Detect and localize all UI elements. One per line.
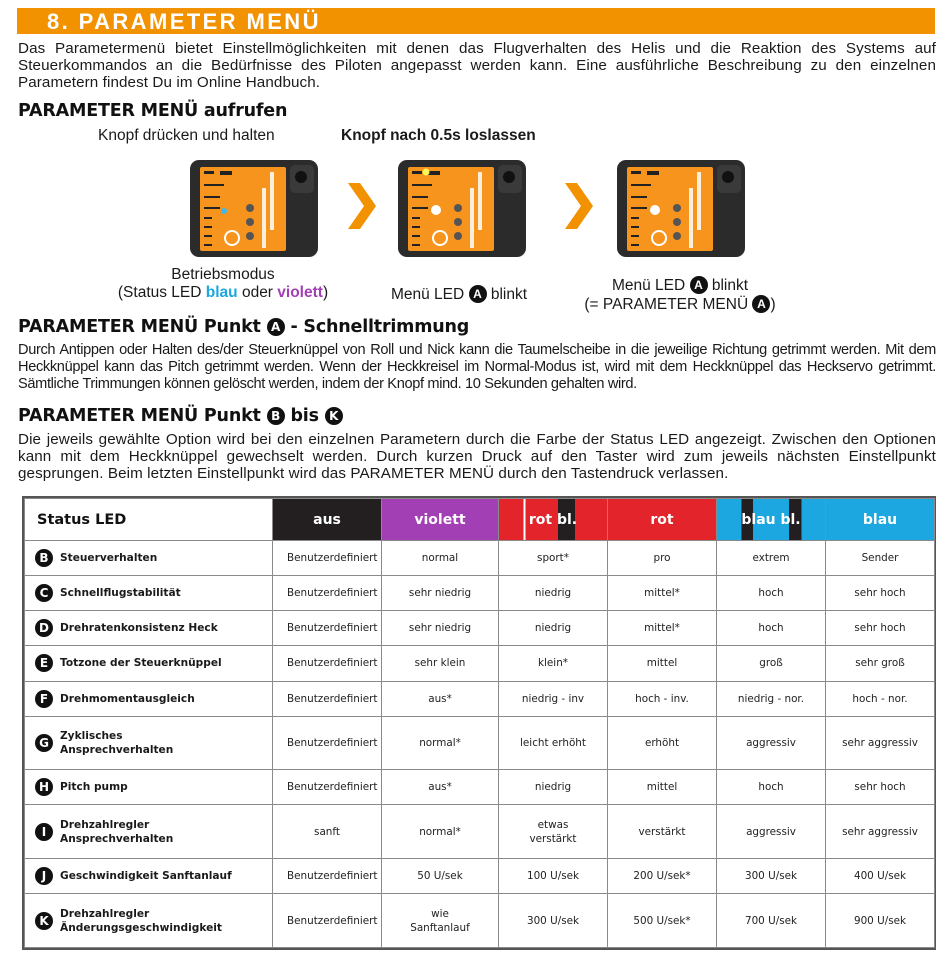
letter-a-icon: A: [752, 295, 770, 313]
table-cell: [826, 716, 935, 770]
parameter-name: Steuerverhalten: [60, 552, 158, 565]
cell-value: Sender: [861, 552, 899, 565]
cell-value: Benutzerdefiniert: [287, 781, 378, 794]
parameter-name-cell: [25, 576, 273, 611]
table-cell: [499, 805, 608, 859]
cell-value: sehr hoch: [854, 781, 906, 794]
parameter-name-cell: [25, 770, 273, 805]
letter-k-icon: K: [35, 912, 53, 930]
banner-title: 8. PARAMETER MENÜ: [47, 9, 321, 34]
table-cell: [499, 541, 608, 576]
header-status-led: Status LED: [25, 499, 273, 541]
caption-parameter-menu-a: Menü LED A blinkt (= PARAMETER MENÜ A ): [584, 277, 776, 313]
arrow-right-icon: [348, 183, 376, 229]
letter-a-icon: A: [267, 318, 285, 336]
cell-value: Benutzerdefiniert: [287, 552, 378, 565]
letter-a-icon: A: [469, 285, 487, 303]
cell-value: wie Sanftanlauf: [410, 907, 470, 934]
table-cell: [499, 716, 608, 770]
cell-value: sehr niedrig: [408, 622, 472, 635]
table-cell: [382, 681, 499, 716]
table-cell: [273, 894, 382, 948]
cell-value: niedrig: [534, 781, 572, 794]
cell-value: sehr hoch: [854, 622, 906, 635]
letter-b-icon: B: [267, 407, 285, 425]
table-cell: [717, 541, 826, 576]
table-cell: [608, 646, 717, 681]
table-cell: [499, 770, 608, 805]
cell-value: aus*: [428, 692, 452, 705]
header-blau: blau: [826, 499, 935, 541]
letter-a-icon: A: [690, 276, 708, 294]
cell-value: mittel: [646, 781, 678, 794]
table-cell: [717, 646, 826, 681]
table-row: [25, 894, 935, 948]
cell-value: 50 U/sek: [417, 870, 463, 883]
parameter-name: Drehzahlregler Ansprechverhalten: [60, 818, 174, 845]
microbeast-device-image: [190, 160, 318, 257]
table-row: [25, 611, 935, 646]
cell-value: hoch - nor.: [852, 692, 908, 705]
caption-menu-led-blinks: Menü LED A blinkt: [390, 286, 528, 303]
caption-operating-mode-detail: (Status LED blau oder violett): [117, 284, 329, 301]
cell-value: hoch - inv.: [635, 692, 689, 705]
table-cell: [608, 716, 717, 770]
cell-value: niedrig: [534, 587, 572, 600]
cell-value: 900 U/sek: [853, 914, 907, 927]
parameter-name: Pitch pump: [60, 781, 128, 794]
cell-value: sehr niedrig: [408, 587, 472, 600]
table-cell: [273, 716, 382, 770]
table-cell: [273, 576, 382, 611]
parameter-name: Zyklisches Ansprechverhalten: [60, 730, 174, 757]
cell-value: 200 U/sek*: [633, 870, 691, 883]
table-cell: [273, 859, 382, 894]
table-cell: [382, 646, 499, 681]
table-cell: [717, 805, 826, 859]
cell-value: hoch: [758, 587, 784, 600]
cell-value: aus*: [428, 781, 452, 794]
table-cell: [273, 681, 382, 716]
table-cell: [826, 770, 935, 805]
caption-operating-mode-title: Betriebsmodus: [171, 266, 275, 283]
cell-value: extrem: [752, 552, 790, 565]
cell-value: 100 U/sek: [526, 870, 580, 883]
table-cell: [826, 646, 935, 681]
cell-value: aggressiv: [746, 737, 796, 750]
cell-value: 300 U/sek: [744, 870, 798, 883]
table-cell: [608, 576, 717, 611]
header-rot: rot: [608, 499, 717, 541]
table-cell: [826, 859, 935, 894]
table-cell: [717, 859, 826, 894]
cell-value: 500 U/sek*: [633, 914, 691, 927]
parameter-name-cell: [25, 859, 273, 894]
table-cell: [717, 770, 826, 805]
table-cell: [826, 611, 935, 646]
table-cell: [608, 611, 717, 646]
letter-d-icon: D: [35, 619, 53, 637]
parameter-name: Drehmomentausgleich: [60, 692, 195, 705]
table-cell: [717, 611, 826, 646]
cell-value: klein*: [538, 657, 568, 670]
cell-value: etwas verstärkt: [529, 818, 577, 845]
cell-value: normal*: [419, 825, 461, 838]
cell-value: hoch: [758, 622, 784, 635]
cell-value: normal*: [419, 737, 461, 750]
cell-value: Benutzerdefiniert: [287, 622, 378, 635]
cell-value: sehr aggressiv: [842, 825, 918, 838]
table-cell: [608, 859, 717, 894]
table-row: [25, 646, 935, 681]
table-cell: [382, 859, 499, 894]
cell-value: Benutzerdefiniert: [287, 914, 378, 927]
section-banner: [17, 8, 935, 34]
cell-value: sanft: [314, 825, 340, 838]
table-cell: [608, 770, 717, 805]
label-press-hold: Knopf drücken und halten: [98, 127, 275, 144]
table-row: [25, 716, 935, 770]
table-cell: [499, 681, 608, 716]
parameter-name: Drehratenkonsistenz Heck: [60, 622, 218, 635]
table-cell: [382, 576, 499, 611]
table-cell: [382, 894, 499, 948]
b-bis-k-paragraph: Die jeweils gewählte Option wird bei den einzelnen Parametern durch die Farbe der Status LED angezeigt. Zwischen den Optionen kann mit dem Heckknüppel gewechselt werden. Durch kurzen Druck auf den Taster wird zum jeweils nächsten Einstellpunkt gesprungen. Beim letzten Einstellpunkt wird das PARAMETER MENÜ durch den Tastendruck verlassen.: [18, 431, 936, 482]
table-cell: [382, 541, 499, 576]
letter-j-icon: J: [35, 867, 53, 885]
cell-value: mittel*: [644, 622, 680, 635]
letter-k-icon: K: [325, 407, 343, 425]
cell-value: Benutzerdefiniert: [287, 657, 378, 670]
letter-i-icon: I: [35, 823, 53, 841]
parameter-name: Geschwindigkeit Sanftanlauf: [60, 870, 232, 883]
cell-value: pro: [653, 552, 671, 565]
parameter-name-cell: [25, 541, 273, 576]
table-cell: [273, 770, 382, 805]
header-violett: violett: [382, 499, 499, 541]
table-cell: [382, 611, 499, 646]
microbeast-device-image: [398, 160, 526, 257]
header-blau-blinkend: blau bl.: [717, 499, 826, 541]
label-release: Knopf nach 0.5s loslassen: [341, 127, 536, 144]
table-cell: [608, 894, 717, 948]
parameter-table: [22, 496, 936, 950]
table-cell: [826, 805, 935, 859]
table-cell: [273, 805, 382, 859]
table-cell: [499, 576, 608, 611]
cell-value: niedrig: [534, 622, 572, 635]
cell-value: Benutzerdefiniert: [287, 587, 378, 600]
intro-paragraph: Das Parametermenü bietet Einstellmöglichkeiten mit denen das Flugverhalten des Helis und die Reaktion des Systems auf Steuerkommandos an die Bedürfnisse des Piloten angepasst werden kann. Eine ausführliche Beschreibung zu den einzelnen Parametern findest Du im Online Handbuch.: [18, 40, 936, 91]
table-cell: [499, 646, 608, 681]
parameter-name-cell: [25, 646, 273, 681]
cell-value: niedrig - nor.: [737, 692, 805, 705]
parameter-name-cell: [25, 611, 273, 646]
cell-value: sehr klein: [414, 657, 466, 670]
cell-value: mittel*: [644, 587, 680, 600]
letter-g-icon: G: [35, 734, 53, 752]
table-cell: [717, 716, 826, 770]
table-cell: [499, 894, 608, 948]
letter-b-icon: B: [35, 549, 53, 567]
letter-c-icon: C: [35, 584, 53, 602]
parameter-name: Drehzahlregler Änderungsgeschwindigkeit: [60, 907, 222, 934]
table-cell: [382, 770, 499, 805]
table-row: [25, 859, 935, 894]
cell-value: aggressiv: [746, 825, 796, 838]
cell-value: groß: [759, 657, 783, 670]
table-cell: [608, 541, 717, 576]
table-cell: [826, 681, 935, 716]
caption-operating-mode: [103, 266, 343, 302]
table-header-row: [25, 499, 935, 541]
table-cell: [382, 716, 499, 770]
table-cell: [273, 611, 382, 646]
cell-value: sehr hoch: [854, 587, 906, 600]
table-cell: [717, 681, 826, 716]
cell-value: 300 U/sek: [526, 914, 580, 927]
table-cell: [608, 805, 717, 859]
arrow-right-icon: [565, 183, 593, 229]
cell-value: Benutzerdefiniert: [287, 737, 378, 750]
cell-value: niedrig - inv: [521, 692, 585, 705]
cell-value: sport*: [537, 552, 569, 565]
header-aus: aus: [273, 499, 382, 541]
cell-value: erhöht: [644, 737, 680, 750]
cell-value: hoch: [758, 781, 784, 794]
letter-e-icon: E: [35, 654, 53, 672]
cell-value: 400 U/sek: [853, 870, 907, 883]
table-cell: [499, 611, 608, 646]
section-heading-aufrufen: PARAMETER MENÜ aufrufen: [18, 101, 288, 121]
parameter-name-cell: [25, 894, 273, 948]
table-row: [25, 681, 935, 716]
section-heading-b-bis-k: PARAMETER MENÜ Punkt B bis K: [18, 406, 343, 426]
schnelltrimmung-paragraph: Durch Antippen oder Halten des/der Steuerknüppel von Roll und Nick kann die Taumelscheibe in die jeweilige Richtung getrimmt werden. Mit dem Heckknüppel kann das Pitch getrimmt werden. Wenn der Heckkreisel im Normal-Modus ist, wird mit dem Heckknüppel das Heckservo getrimmt. Sämtliche Trimmungen können gelöscht werden, indem der Knopf mind. 10 Sekunden gehalten wird.: [18, 342, 936, 392]
letter-f-icon: F: [35, 690, 53, 708]
parameter-name: Totzone der Steuerknüppel: [60, 657, 222, 670]
microbeast-device-image: [617, 160, 745, 257]
table-cell: [273, 646, 382, 681]
parameter-name-cell: [25, 681, 273, 716]
letter-h-icon: H: [35, 778, 53, 796]
table-cell: [717, 576, 826, 611]
table-cell: [826, 894, 935, 948]
cell-value: sehr aggressiv: [842, 737, 918, 750]
table-row: [25, 770, 935, 805]
cell-value: sehr groß: [855, 657, 905, 670]
table-cell: [608, 681, 717, 716]
table-cell: [499, 859, 608, 894]
table-cell: [273, 541, 382, 576]
table-row: [25, 541, 935, 576]
table-row: [25, 576, 935, 611]
table-cell: [826, 541, 935, 576]
cell-value: mittel: [646, 657, 678, 670]
cell-value: leicht erhöht: [520, 737, 586, 750]
parameter-name-cell: [25, 716, 273, 770]
header-rot-blinkend: rot bl.: [499, 499, 608, 541]
table-cell: [382, 805, 499, 859]
table-cell: [717, 894, 826, 948]
cell-value: Benutzerdefiniert: [287, 870, 378, 883]
parameter-name: Schnellflugstabilität: [60, 587, 181, 600]
table-row: [25, 805, 935, 859]
cell-value: Benutzerdefiniert: [287, 692, 378, 705]
section-heading-schnelltrimmung: PARAMETER MENÜ Punkt A - Schnelltrimmung: [18, 317, 470, 337]
table-cell: [826, 576, 935, 611]
cell-value: 700 U/sek: [744, 914, 798, 927]
parameter-name-cell: [25, 805, 273, 859]
cell-value: verstärkt: [638, 825, 686, 838]
cell-value: normal: [421, 552, 459, 565]
